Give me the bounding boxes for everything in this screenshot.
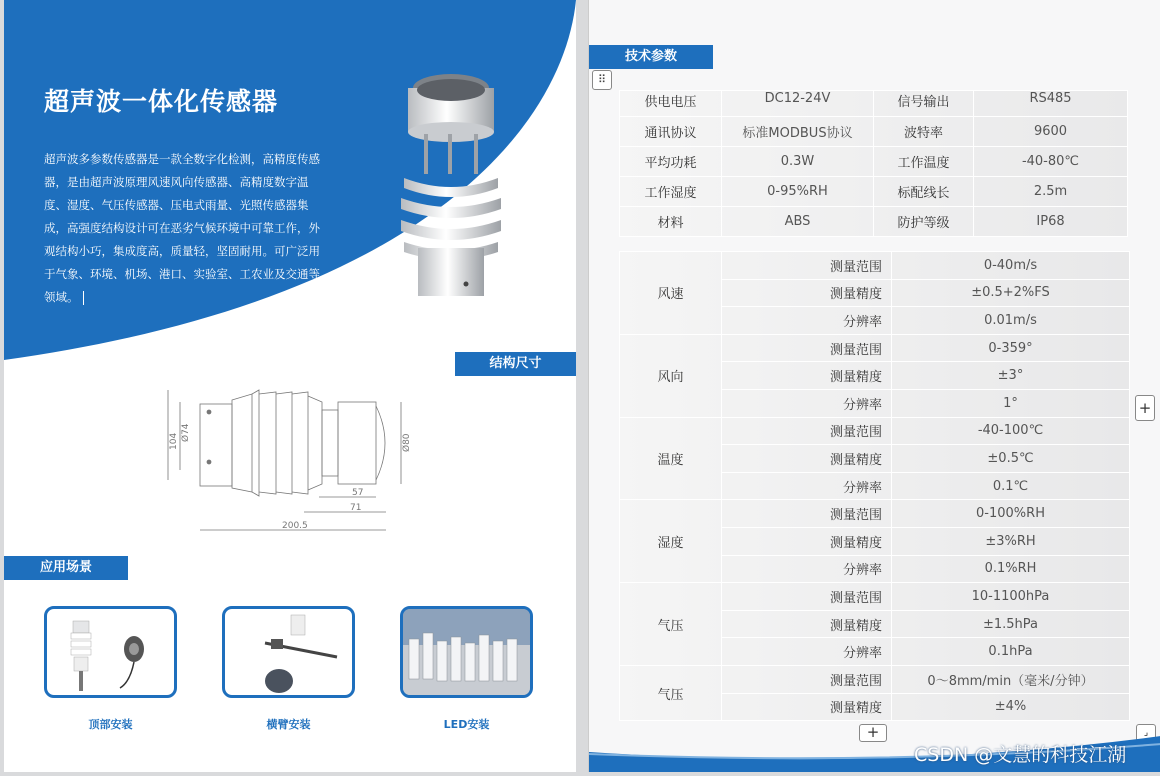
spec-key-cell[interactable]: 信号输出	[874, 91, 974, 117]
measurement-item-cell[interactable]: 分辨率	[722, 555, 892, 583]
spec-value-cell[interactable]: ABS	[722, 207, 874, 237]
dim-104: 104	[169, 432, 179, 450]
table-resize-handle-icon[interactable]: ⌟	[1136, 724, 1156, 742]
measurement-row	[620, 500, 1130, 528]
measurement-value-cell[interactable]: 0～8mm/min（毫米/分钟）	[892, 665, 1130, 693]
spec-value-cell[interactable]: DC12-24V	[722, 91, 874, 117]
measurement-item-cell[interactable]: 测量精度	[722, 362, 892, 390]
measurement-table	[619, 251, 1130, 721]
measurement-item-cell[interactable]: 测量精度	[722, 445, 892, 473]
spec-value-cell[interactable]: RS485	[974, 91, 1128, 117]
product-description[interactable]	[44, 148, 330, 309]
spec-value-cell[interactable]: 0-95%RH	[722, 177, 874, 207]
add-column-button[interactable]: +	[1135, 395, 1155, 421]
measurement-item-cell[interactable]: 测量精度	[722, 527, 892, 555]
product-title: 超声波一体化传感器	[44, 87, 279, 116]
measurement-group-cell[interactable]: 风速	[620, 252, 722, 335]
measurement-value-cell[interactable]: 0.1℃	[892, 472, 1130, 500]
measurement-item-cell[interactable]: 分辨率	[722, 389, 892, 417]
measurement-item-cell[interactable]: 测量范围	[722, 583, 892, 611]
spec-key-cell[interactable]: 通讯协议	[620, 117, 722, 147]
measurement-row	[620, 583, 1130, 611]
csdn-watermark: CSDN @文慧的科技江湖	[914, 744, 1127, 766]
right-page	[588, 0, 1160, 772]
tech-params-label: 技术参数	[589, 45, 713, 69]
measurement-value-cell[interactable]: ±3%RH	[892, 527, 1130, 555]
measurement-row	[620, 417, 1130, 445]
measurement-item-cell[interactable]: 测量范围	[722, 417, 892, 445]
measurement-group-cell[interactable]: 风向	[620, 334, 722, 417]
measurement-value-cell[interactable]: ±3°	[892, 362, 1130, 390]
measurement-item-cell[interactable]: 测量精度	[722, 610, 892, 638]
spec-row	[620, 147, 1128, 177]
sensor-product-image	[396, 68, 506, 300]
spec-row	[620, 91, 1128, 117]
application-scenes-label: 应用场景	[4, 556, 128, 580]
dim-d74: Ø74	[181, 423, 191, 442]
spec-value-cell[interactable]: -40-80℃	[974, 147, 1128, 177]
add-row-button[interactable]: +	[859, 724, 887, 742]
measurement-row	[620, 334, 1130, 362]
scene-caption-arm-mount: 横臂安装	[266, 718, 311, 731]
measurement-row	[620, 665, 1130, 693]
spec-key-cell[interactable]: 波特率	[874, 117, 974, 147]
spec-key-cell[interactable]: 材料	[620, 207, 722, 237]
spec-key-cell[interactable]: 供电电压	[620, 91, 722, 117]
left-page	[4, 0, 576, 772]
dim-57: 57	[352, 488, 364, 498]
measurement-value-cell[interactable]: -40-100℃	[892, 417, 1130, 445]
measurement-value-cell[interactable]: 0-100%RH	[892, 500, 1130, 528]
measurement-value-cell[interactable]: 0.1%RH	[892, 555, 1130, 583]
text-cursor	[83, 291, 84, 305]
measurement-item-cell[interactable]: 测量范围	[722, 334, 892, 362]
measurement-row	[620, 252, 1130, 280]
spec-value-cell[interactable]: 2.5m	[974, 177, 1128, 207]
scene-led-mount-image	[400, 606, 533, 698]
measurement-group-cell[interactable]: 气压	[620, 665, 722, 720]
measurement-value-cell[interactable]: 10-1100hPa	[892, 583, 1130, 611]
spec-row	[620, 207, 1128, 237]
spec-key-cell[interactable]: 防护等级	[874, 207, 974, 237]
spec-key-cell[interactable]: 工作温度	[874, 147, 974, 177]
measurement-group-cell[interactable]: 温度	[620, 417, 722, 500]
measurement-item-cell[interactable]: 分辨率	[722, 472, 892, 500]
table-move-handle-icon[interactable]: ⠿	[592, 70, 612, 90]
measurement-value-cell[interactable]: ±4%	[892, 693, 1130, 721]
spec-key-cell[interactable]: 标配线长	[874, 177, 974, 207]
measurement-value-cell[interactable]: ±0.5℃	[892, 445, 1130, 473]
spec-value-cell[interactable]: 0.3W	[722, 147, 874, 177]
dim-200: 200.5	[282, 521, 308, 531]
spec-key-cell[interactable]: 平均功耗	[620, 147, 722, 177]
scene-arm-mount-image	[222, 606, 355, 698]
dimension-drawing	[154, 380, 414, 540]
spec-value-cell[interactable]: IP68	[974, 207, 1128, 237]
spec-key-cell[interactable]: 工作湿度	[620, 177, 722, 207]
measurement-item-cell[interactable]: 分辨率	[722, 307, 892, 335]
scene-caption-led-mount: LED安装	[443, 718, 490, 731]
measurement-value-cell[interactable]: 0-40m/s	[892, 252, 1130, 280]
spec-row	[620, 117, 1128, 147]
measurement-item-cell[interactable]: 分辨率	[722, 638, 892, 666]
description-text: 超声波多参数传感器是一款全数字化检测，高精度传感器，是由超声波原理风速风向传感器、高精度数字温度、湿度、气压传感器、压电式雨量、光照传感器集成，高强度结构设计可在恶劣气候环境中可靠工作，外观结构小巧，集成度高，质量轻，坚固耐用。可广泛用于气象、环境、机场、港口、实验室、工农业及交通等领域。	[44, 152, 320, 304]
dim-71: 71	[350, 503, 362, 513]
spec-row	[620, 177, 1128, 207]
measurement-item-cell[interactable]: 测量范围	[722, 252, 892, 280]
measurement-value-cell[interactable]: 0.01m/s	[892, 307, 1130, 335]
structure-dimensions-label: 结构尺寸	[455, 352, 576, 376]
spec-value-cell[interactable]: 9600	[974, 117, 1128, 147]
measurement-value-cell[interactable]: 0.1hPa	[892, 638, 1130, 666]
spec-table	[619, 90, 1128, 237]
measurement-item-cell[interactable]: 测量精度	[722, 279, 892, 307]
measurement-group-cell[interactable]: 湿度	[620, 500, 722, 583]
spec-value-cell[interactable]: 标准MODBUS协议	[722, 117, 874, 147]
scene-top-mount-image	[44, 606, 177, 698]
measurement-item-cell[interactable]: 测量范围	[722, 665, 892, 693]
measurement-item-cell[interactable]: 测量精度	[722, 693, 892, 721]
measurement-item-cell[interactable]: 测量范围	[722, 500, 892, 528]
measurement-value-cell[interactable]: 0-359°	[892, 334, 1130, 362]
scene-caption-top-mount: 顶部安装	[88, 718, 133, 731]
measurement-value-cell[interactable]: ±0.5+2%FS	[892, 279, 1130, 307]
measurement-group-cell[interactable]: 气压	[620, 583, 722, 666]
measurement-value-cell[interactable]: ±1.5hPa	[892, 610, 1130, 638]
measurement-value-cell[interactable]: 1°	[892, 389, 1130, 417]
dim-d80: Ø80	[402, 433, 412, 452]
